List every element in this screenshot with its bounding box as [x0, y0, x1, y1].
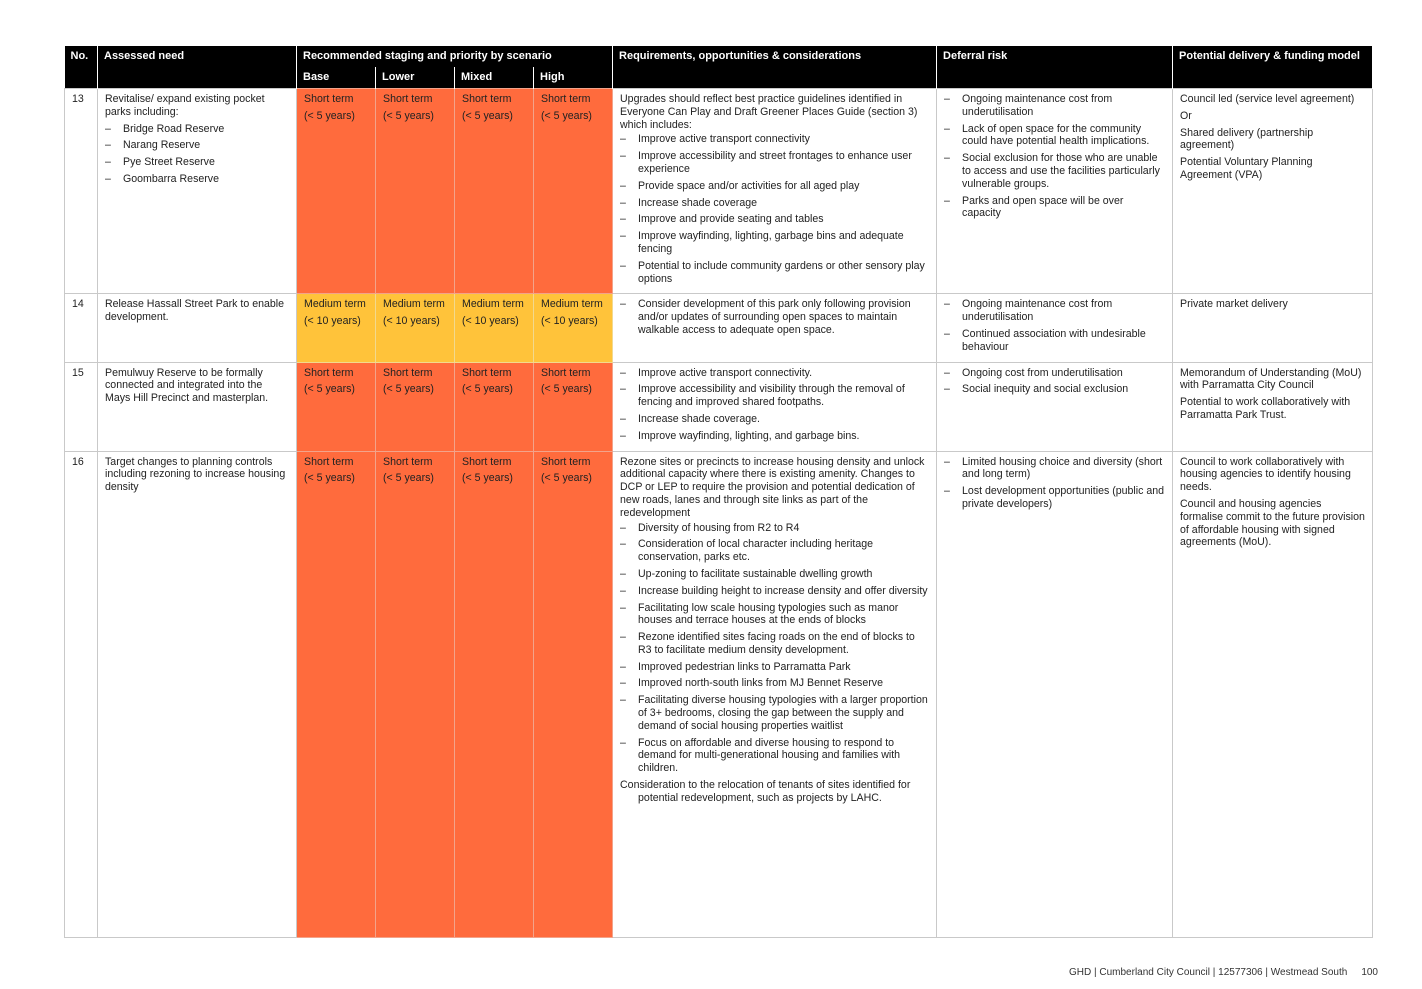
list-item: – Consideration of local character including heritage conservation, parks etc.	[620, 538, 929, 564]
row-number: 15	[65, 362, 98, 451]
delivery-text: Council led (service level agreement)	[1180, 93, 1355, 105]
requirements	[613, 362, 937, 451]
period-label: (< 5 years)	[541, 383, 592, 396]
term-label: Short term	[462, 93, 512, 105]
term-label: Short term	[383, 93, 433, 105]
requirements-list	[620, 522, 929, 776]
subheader-blank	[98, 67, 297, 89]
list-item: – Continued association with undesirable behaviour	[944, 328, 1165, 354]
term-label: Medium term	[304, 298, 366, 311]
delivery-model	[1173, 89, 1373, 294]
header-row	[65, 46, 1373, 67]
col-header-deferral: Deferral risk	[937, 46, 1173, 67]
deferral-risk	[937, 89, 1173, 294]
period-label: (< 10 years)	[541, 315, 598, 328]
requirements	[613, 89, 937, 294]
period-label: (< 10 years)	[383, 315, 440, 328]
deferral-risk	[937, 451, 1173, 937]
list-item: – Diversity of housing from R2 to R4	[620, 522, 929, 535]
list-item: – Improve and provide seating and tables	[620, 213, 929, 226]
page-number: 100	[1361, 967, 1378, 978]
list-item: – Limited housing choice and diversity (short and long term)	[944, 456, 1165, 482]
list-item: – Ongoing maintenance cost from underutilisation	[944, 298, 1165, 324]
needs-table	[64, 46, 1373, 938]
assessed-need	[98, 451, 297, 937]
list-item: – Improve accessibility and visibility through the removal of fencing and improved shared footpaths.	[620, 383, 929, 409]
term-label: Medium term	[541, 298, 603, 311]
priority-lower	[376, 362, 455, 451]
col-header-requirements: Requirements, opportunities & considerations	[613, 46, 937, 67]
page-footer	[1069, 967, 1378, 978]
period-label: (< 5 years)	[462, 109, 513, 122]
term-label: Short term	[304, 366, 354, 379]
term-label: Short term	[383, 366, 433, 379]
row-number: 16	[65, 451, 98, 937]
list-item: – Parks and open space will be over capacity	[944, 195, 1165, 221]
deferral-risk	[937, 362, 1173, 451]
delivery-model	[1173, 294, 1373, 362]
list-item: – Facilitating diverse housing typologies with a larger proportion of 3+ bedrooms, closing the gap between the supply and demand of social housing properties waitlist	[620, 694, 929, 732]
list-item: – Goombarra Reserve	[105, 173, 289, 186]
need-list	[105, 123, 289, 186]
list-item: – Improve active transport connectivity.	[620, 367, 929, 380]
term-label: Medium term	[462, 298, 524, 311]
list-item: – Ongoing cost from underutilisation	[944, 367, 1165, 380]
list-item: – Improved north-south links from MJ Bennet Reserve	[620, 677, 929, 690]
list-item: – Lack of open space for the community could have potential health implications.	[944, 123, 1165, 149]
term-label: Short term	[304, 455, 354, 468]
requirements	[613, 294, 937, 362]
priority-base	[297, 89, 376, 294]
list-item: – Potential to include community gardens or other sensory play options	[620, 260, 929, 286]
term-label: Short term	[304, 93, 354, 105]
assessed-need	[98, 294, 297, 362]
list-item: – Improved pedestrian links to Parramatta Park	[620, 661, 929, 674]
period-label: (< 5 years)	[541, 109, 592, 122]
list-item: – Improve active transport connectivity	[620, 133, 929, 146]
priority-mixed	[455, 362, 534, 451]
period-label: (< 5 years)	[304, 472, 355, 485]
col-header-need: Assessed need	[98, 46, 297, 67]
assessed-need	[98, 362, 297, 451]
priority-base	[297, 362, 376, 451]
list-item: – Provide space and/or activities for all aged play	[620, 180, 929, 193]
list-item: – Ongoing maintenance cost from underutilisation	[944, 93, 1165, 119]
list-item: – Increase shade coverage.	[620, 413, 929, 426]
col-header-delivery: Potential delivery & funding model	[1173, 46, 1373, 67]
scenario-lower: Lower	[376, 67, 455, 89]
priority-high	[534, 294, 613, 362]
list-item: – Social inequity and social exclusion	[944, 383, 1165, 396]
list-item: – Rezone identified sites facing roads on the end of blocks to R3 to facilitate medium density development.	[620, 631, 929, 657]
priority-mixed	[455, 451, 534, 937]
delivery-text: Memorandum of Understanding (MoU) with Parramatta City Council	[1180, 366, 1362, 392]
list-item: – Increase shade coverage	[620, 197, 929, 210]
col-header-staging: Recommended staging and priority by scenario	[297, 46, 613, 67]
period-label: (< 5 years)	[304, 109, 355, 122]
subheader-blank	[937, 67, 1173, 89]
priority-lower	[376, 89, 455, 294]
term-label: Short term	[541, 455, 591, 468]
deferral-list	[944, 456, 1165, 511]
period-label: (< 5 years)	[541, 472, 592, 485]
term-label: Short term	[383, 455, 433, 468]
requirements-list	[620, 367, 929, 443]
table-row	[65, 362, 1373, 451]
delivery-model	[1173, 362, 1373, 451]
need-text: Revitalise/ expand existing pocket parks including:	[105, 93, 265, 118]
scenario-mixed: Mixed	[455, 67, 534, 89]
period-label: (< 5 years)	[383, 109, 434, 122]
subheader-blank	[65, 67, 98, 89]
scenario-high: High	[534, 67, 613, 89]
requirements-list	[620, 133, 929, 285]
term-label: Short term	[462, 366, 512, 379]
requirements-intro: Upgrades should reflect best practice guidelines identified in Everyone Can Play and Draft Greener Places Guide (section 3) which includes:	[620, 93, 918, 131]
requirements-intro: Rezone sites or precincts to increase housing density and unlock additional capacity where there is existing amenity. Changes to DCP or LEP to require the provision and potential dedication of new roads, lanes and through site links as part of the redevelopment	[620, 455, 925, 519]
term-label: Short term	[541, 93, 591, 105]
delivery-model	[1173, 451, 1373, 937]
period-label: (< 5 years)	[304, 383, 355, 396]
row-number: 14	[65, 294, 98, 362]
delivery-text: Potential Voluntary Planning Agreement (VPA)	[1180, 156, 1313, 181]
delivery-text: Council and housing agencies formalise commit to the future provision of affordable housing with signed agreements (MoU).	[1180, 497, 1365, 549]
list-item: – Facilitating low scale housing typologies such as manor houses and terrace houses at the ends of blocks	[620, 602, 929, 628]
row-number: 13	[65, 89, 98, 294]
delivery-text: Private market delivery	[1180, 298, 1288, 311]
priority-mixed	[455, 294, 534, 362]
subheader-row	[65, 67, 1373, 89]
priority-high	[534, 451, 613, 937]
priority-high	[534, 89, 613, 294]
list-item: – Focus on affordable and diverse housing to respond to demand for multi-generational housing and families with children.	[620, 737, 929, 775]
priority-high	[534, 362, 613, 451]
period-label: (< 10 years)	[304, 315, 361, 328]
subheader-blank	[613, 67, 937, 89]
period-label: (< 5 years)	[462, 472, 513, 485]
deferral-risk	[937, 294, 1173, 362]
need-text: Pemulwuy Reserve to be formally connected and integrated into the Mays Hill Precinct and masterplan.	[105, 366, 269, 405]
list-item: – Improve accessibility and street frontages to enhance user experience	[620, 150, 929, 176]
list-item: – Narang Reserve	[105, 139, 289, 152]
list-item: – Lost development opportunities (public and private developers)	[944, 485, 1165, 511]
list-item: – Bridge Road Reserve	[105, 123, 289, 136]
priority-base	[297, 294, 376, 362]
requirements-outro: Consideration to the relocation of tenants of sites identified for potential redevelopment, such as projects by LAHC.	[620, 779, 911, 804]
term-label: Short term	[462, 455, 512, 468]
requirements-list	[620, 298, 929, 336]
period-label: (< 5 years)	[462, 383, 513, 396]
footer-text: GHD | Cumberland City Council | 12577306 | Westmead South	[1069, 967, 1348, 978]
delivery-text: Council to work collaboratively with housing agencies to identify housing needs.	[1180, 455, 1351, 494]
list-item: – Consider development of this park only following provision and/or updates of surrounding open spaces to maintain walkable access to adequate open space.	[620, 298, 929, 336]
deferral-list	[944, 93, 1165, 220]
scenario-base: Base	[297, 67, 376, 89]
period-label: (< 10 years)	[462, 315, 519, 328]
priority-lower	[376, 451, 455, 937]
col-header-no: No.	[65, 46, 98, 67]
list-item: – Improve wayfinding, lighting, garbage bins and adequate fencing	[620, 230, 929, 256]
list-item: – Up-zoning to facilitate sustainable dwelling growth	[620, 568, 929, 581]
delivery-text: Shared delivery (partnership agreement)	[1180, 126, 1314, 152]
priority-base	[297, 451, 376, 937]
table-row	[65, 89, 1373, 294]
list-item: – Pye Street Reserve	[105, 156, 289, 169]
delivery-text: Or	[1180, 109, 1192, 122]
deferral-list	[944, 298, 1165, 353]
list-item: – Social exclusion for those who are unable to access and use the facilities particularly vulnerable groups.	[944, 152, 1165, 190]
list-item: – Improve wayfinding, lighting, and garbage bins.	[620, 430, 929, 443]
term-label: Medium term	[383, 298, 445, 311]
requirements	[613, 451, 937, 937]
need-text: Release Hassall Street Park to enable development.	[105, 298, 285, 324]
priority-lower	[376, 294, 455, 362]
assessed-need	[98, 89, 297, 294]
period-label: (< 5 years)	[383, 383, 434, 396]
delivery-text: Potential to work collaboratively with Parramatta Park Trust.	[1180, 396, 1351, 421]
subheader-blank	[1173, 67, 1373, 89]
table-row	[65, 451, 1373, 937]
priority-mixed	[455, 89, 534, 294]
list-item: – Increase building height to increase density and offer diversity	[620, 585, 929, 598]
deferral-list	[944, 367, 1165, 397]
term-label: Short term	[541, 366, 591, 379]
table-row	[65, 294, 1373, 362]
period-label: (< 5 years)	[383, 472, 434, 485]
need-text: Target changes to planning controls including rezoning to increase housing density	[105, 455, 286, 494]
